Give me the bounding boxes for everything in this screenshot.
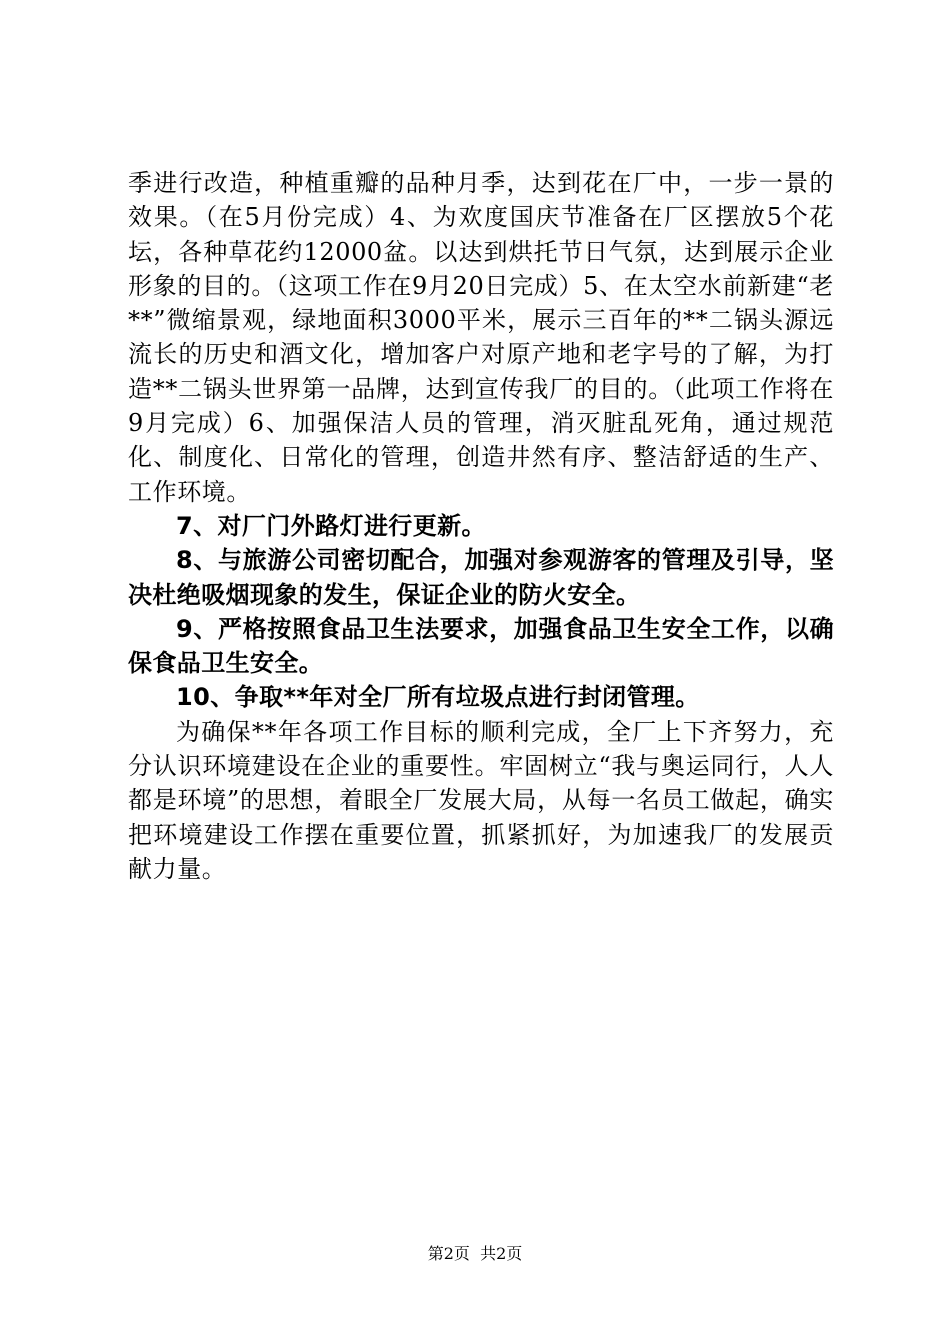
- paragraph-garden-plan: 季进行改造，种植重瓣的品种月季，达到花在厂中，一步一景的效果。（在5月份完成）4、为欢度国庆节准备在厂区摆放5个花坛，各种草花约12000盆。以达到烘托节日气氛，达到展示企业形象的目的。（这项工作在9月20日完成）5、在太空水前新建“老**”微缩景观，绿地面积3000平米，展示三百年的**二锅头源远流长的历史和酒文化，增加客户对原产地和老字号的了解，为打造**二锅头世界第一品牌，达到宣传我厂的目的。（此项工作将在9月完成）6、加强保洁人员的管理，消灭脏乱死角，通过规范化、制度化、日常化的管理，创造井然有序、整洁舒适的生产、工作环境。: [128, 169, 834, 506]
- paragraph-item-9-food-safety: 9、严格按照食品卫生法要求，加强食品卫生安全工作，以确保食品卫生安全。: [128, 614, 834, 678]
- paragraph-item-10-garbage: 10、争取**年对全厂所有垃圾点进行封闭管理。: [176, 683, 700, 712]
- document-body: [128, 166, 834, 886]
- page-footer: [0, 1243, 950, 1265]
- page-number-label: 第2页 共2页: [427, 1244, 523, 1263]
- paragraph-conclusion: 为确保**年各项工作目标的顺利完成，全厂上下齐努力，充分认识环境建设在企业的重要性。牢固树立“我与奥运同行，人人都是环境”的思想，着眼全厂发展大局，从每一名员工做起，确实把环境建设工作摆在重要位置，抓紧抓好，为加速我厂的发展贡献力量。: [128, 717, 834, 883]
- paragraph-item-8-visitors: 8、与旅游公司密切配合，加强对参观游客的管理及引导，坚决杜绝吸烟现象的发生，保证企业的防火安全。: [128, 546, 834, 609]
- paragraph-item-7-streetlights: 7、对厂门外路灯进行更新。: [176, 511, 486, 540]
